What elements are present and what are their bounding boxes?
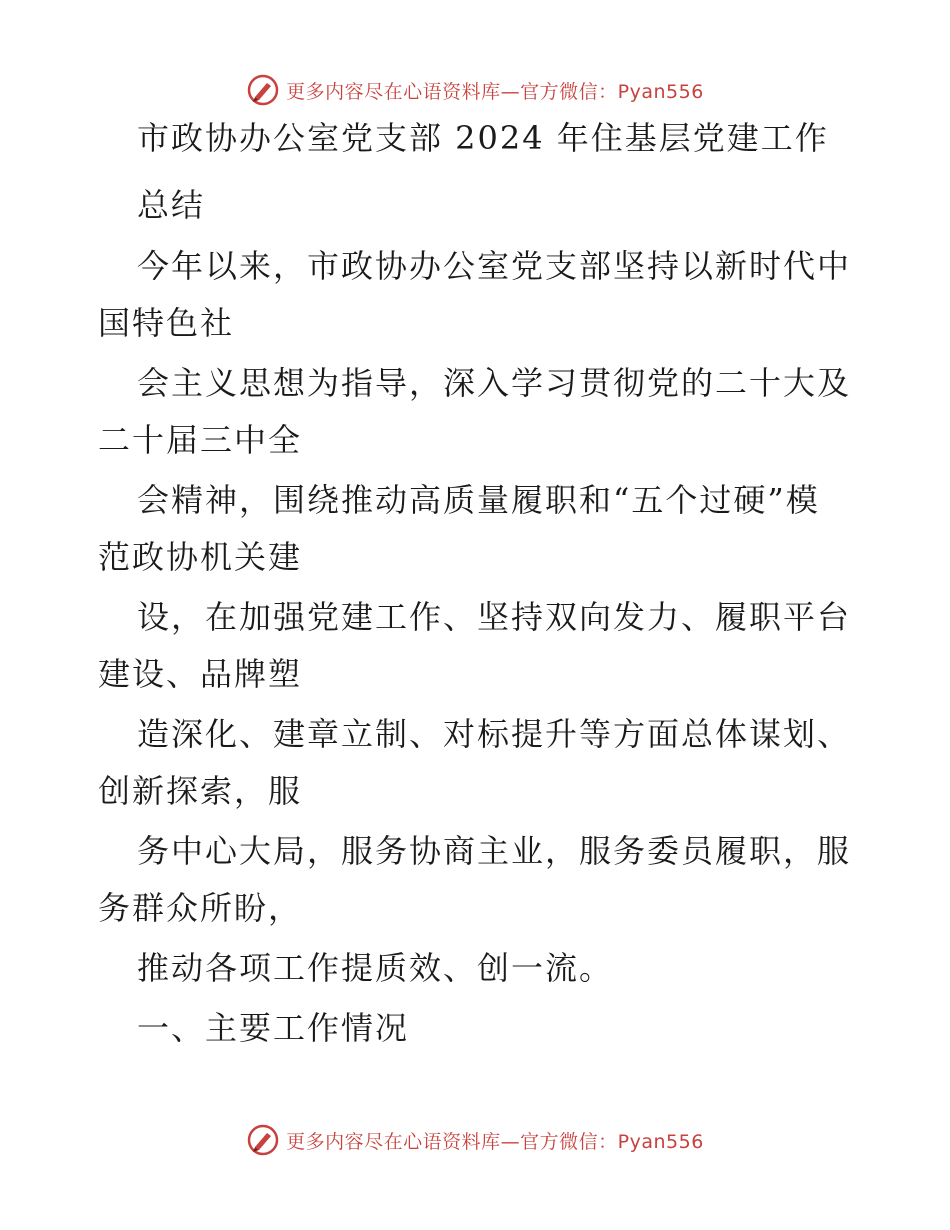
paragraph-line: 创新探索，服 xyxy=(98,772,303,810)
header-watermark-text: 更多内容尽在心语资料库—官方微信：Pyan556 xyxy=(286,80,704,103)
paragraph-line: 建设、品牌塑 xyxy=(98,655,303,693)
paragraph-line: 设，在加强党建工作、坚持双向发力、履职平台 xyxy=(137,598,852,636)
paragraph-line: 范政协机关建 xyxy=(98,538,303,576)
document-title-line-1: 市政协办公室党支部 2024 年住基层党建工作 xyxy=(137,119,829,157)
paragraph-line: 今年以来，市政协办公室党支部坚持以新时代中 xyxy=(137,247,852,285)
paragraph-line: 国特色社 xyxy=(98,304,235,342)
paragraph-line: 务中心大局，服务协商主业，服务委员履职，服 xyxy=(137,832,852,870)
paragraph-line: 造深化、建章立制、对标提升等方面总体谋划、 xyxy=(137,715,852,753)
paragraph-line: 会主义思想为指导，深入学习贯彻党的二十大及 xyxy=(137,364,852,402)
red-pen-logo-icon xyxy=(246,73,280,107)
footer-watermark-text: 更多内容尽在心语资料库—官方微信：Pyan556 xyxy=(286,1130,704,1153)
paragraph-line: 二十届三中全 xyxy=(98,421,303,459)
footer-watermark-banner xyxy=(0,1120,950,1160)
header-watermark-banner xyxy=(0,70,950,110)
document-title-line-2: 总结 xyxy=(137,186,206,224)
paragraph-line: 务群众所盼， xyxy=(98,889,303,927)
paragraph-line: 会精神，围绕推动高质量履职和“五个过硬”模 xyxy=(137,481,820,519)
red-pen-logo-icon xyxy=(246,1123,280,1157)
paragraph-line: 推动各项工作提质效、创一流。 xyxy=(137,949,614,987)
section-heading: 一、主要工作情况 xyxy=(137,1009,410,1047)
